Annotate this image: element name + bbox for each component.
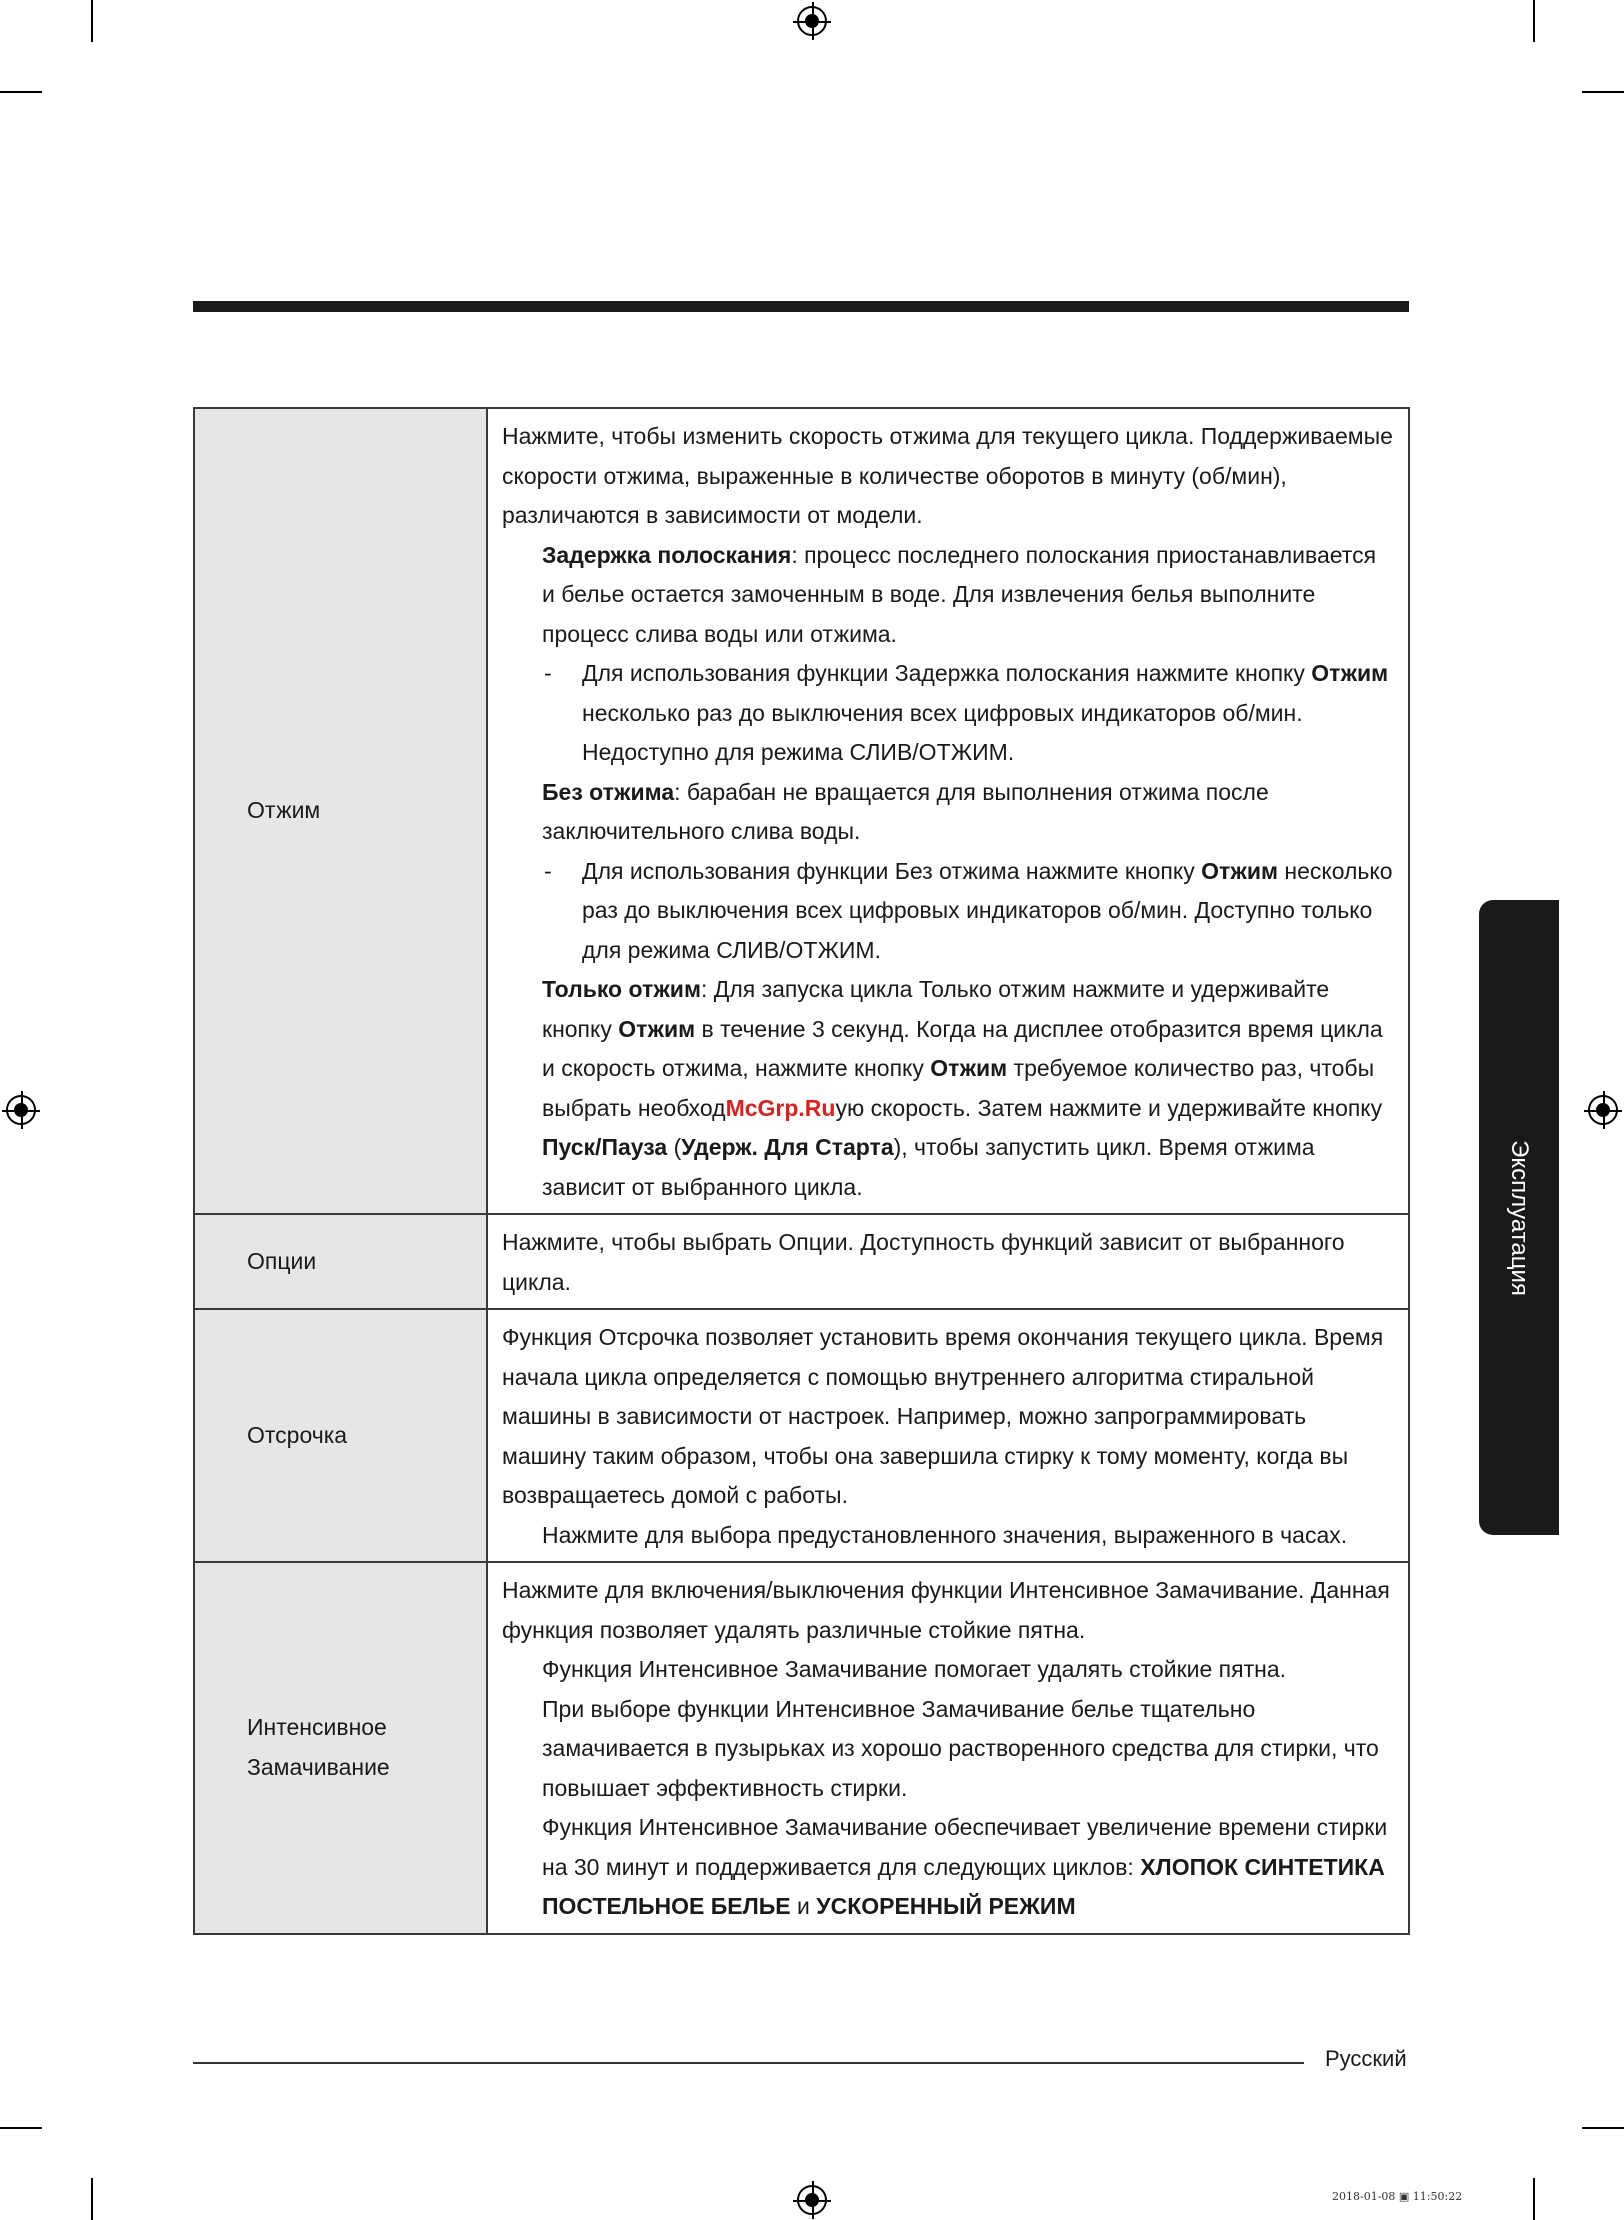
crop-mark [0, 91, 42, 93]
watermark: McGrp.Ru [725, 1094, 836, 1121]
header-rule [193, 301, 1409, 312]
delay-text: Функция Отсрочка позволяет установить время окончания текущего цикла. Время начала цикла определяется с помощью внутреннего алгоритма стиральной машины в зависимости от настроек. Например, можно запрограммировать машину таким образом, чтобы она завершила стирку к тому моменту, когда вы возвращаетесь домой с работы. [502, 1324, 1384, 1508]
crop-mark [1582, 2127, 1624, 2129]
rinse-hold-paragraph: Задержка полоскания: процесс последнего полоскания приостанавливается и белье остается замоченным в воде. Для извлечения белья выполните процесс слива воды или отжима. [542, 541, 1377, 647]
soak-sub-1: Функция Интенсивное Замачивание помогает удалять стойкие пятна. [542, 1656, 1286, 1682]
soak-sub-2: При выборе функции Интенсивное Замачивание белье тщательно замачивается в пузырьках из хорошо растворенного средства для стирки, что повышает эффективность стирки. [542, 1695, 1379, 1801]
row-description [487, 1309, 1409, 1562]
spin-only-title: Только отжим [542, 976, 701, 1002]
row-description [487, 408, 1409, 1214]
crop-mark [1533, 2178, 1535, 2220]
row-description [487, 1562, 1409, 1934]
crop-mark [0, 2127, 42, 2129]
row-label: Отсрочка [194, 1309, 487, 1562]
rinse-hold-note: - Для использования функции Задержка полоскания нажмите кнопку Отжим несколько раз до выключения всех цифровых индикаторов об/мин. Недоступно для режима СЛИВ/ОТЖИМ. [582, 654, 1394, 773]
registration-mark-icon [6, 1095, 36, 1125]
function-table [193, 407, 1410, 1935]
no-spin-title: Без отжима [542, 778, 675, 805]
footer-rule [193, 2062, 1304, 2064]
crop-mark [1582, 91, 1624, 93]
crop-mark [1533, 0, 1535, 42]
delay-sub: Нажмите для выбора предустановленного значения, выраженного в часах. [542, 1521, 1348, 1548]
rinse-hold-title: Задержка полоскания [542, 541, 792, 568]
crop-mark [91, 2178, 93, 2220]
spin-only-paragraph: Только отжим: Для запуска цикла Только отжим нажмите и удерживайте кнопку Отжим в течение 3 секунд. Когда на дисплее отобразится время цикла и скорость отжима, нажмите кнопку Отжим требуемое количество раз, чтобы выбрать необходMcGrp.Ruую скорость. Затем нажмите и удерживайте кнопку Пуск/Пауза (Удерж. Для Старта), чтобы запустить цикл. Время отжима зависит от выбранного цикла. [542, 976, 1383, 1200]
crop-mark [91, 0, 93, 42]
table-row [194, 1214, 1409, 1309]
section-tab-label: Эксплуатация [1506, 1139, 1533, 1296]
options-text: Нажмите, чтобы выбрать Опции. Доступность функций зависит от выбранного цикла. [502, 1229, 1345, 1295]
row-label: Опции [194, 1214, 487, 1309]
row-label: Отжим [194, 408, 487, 1214]
row-label: Интенсивное Замачивание [194, 1562, 487, 1934]
registration-mark-icon [797, 6, 827, 36]
spin-intro: Нажмите, чтобы изменить скорость отжима для текущего цикла. Поддерживаемые скорости отжима, выраженные в количестве оборотов в минуту (об/мин), различаются в зависимости от модели. [502, 423, 1393, 528]
table-row [194, 408, 1409, 1214]
soak-sub-3: Функция Интенсивное Замачивание обеспечивает увеличение времени стирки на 30 минут и поддерживается для следующих циклов: ХЛОПОК СИНТЕТИКА ПОСТЕЛЬНОЕ БЕЛЬЕ и УСКОРЕННЫЙ РЕЖИМ [542, 1814, 1388, 1919]
soak-text: Нажмите для включения/выключения функции Интенсивное Замачивание. Данная функция позволяет удалять различные стойкие пятна. [502, 1577, 1390, 1643]
print-stamp: 2018-01-08 ▣ 11:50:22 [1332, 2190, 1463, 2203]
registration-mark-icon [797, 2185, 827, 2215]
footer-language: Русский [1325, 2046, 1407, 2071]
section-tab [1479, 900, 1559, 1535]
table-row [194, 1562, 1409, 1934]
table-row [194, 1309, 1409, 1562]
registration-mark-icon [1588, 1095, 1618, 1125]
no-spin-paragraph: Без отжима: барабан не вращается для выполнения отжима после заключительного слива воды. [542, 778, 1269, 844]
row-description [487, 1214, 1409, 1309]
no-spin-note: - Для использования функции Без отжима нажмите кнопку Отжим несколько раз до выключения всех цифровых индикаторов об/мин. Доступно только для режима СЛИВ/ОТЖИМ. [582, 852, 1394, 971]
